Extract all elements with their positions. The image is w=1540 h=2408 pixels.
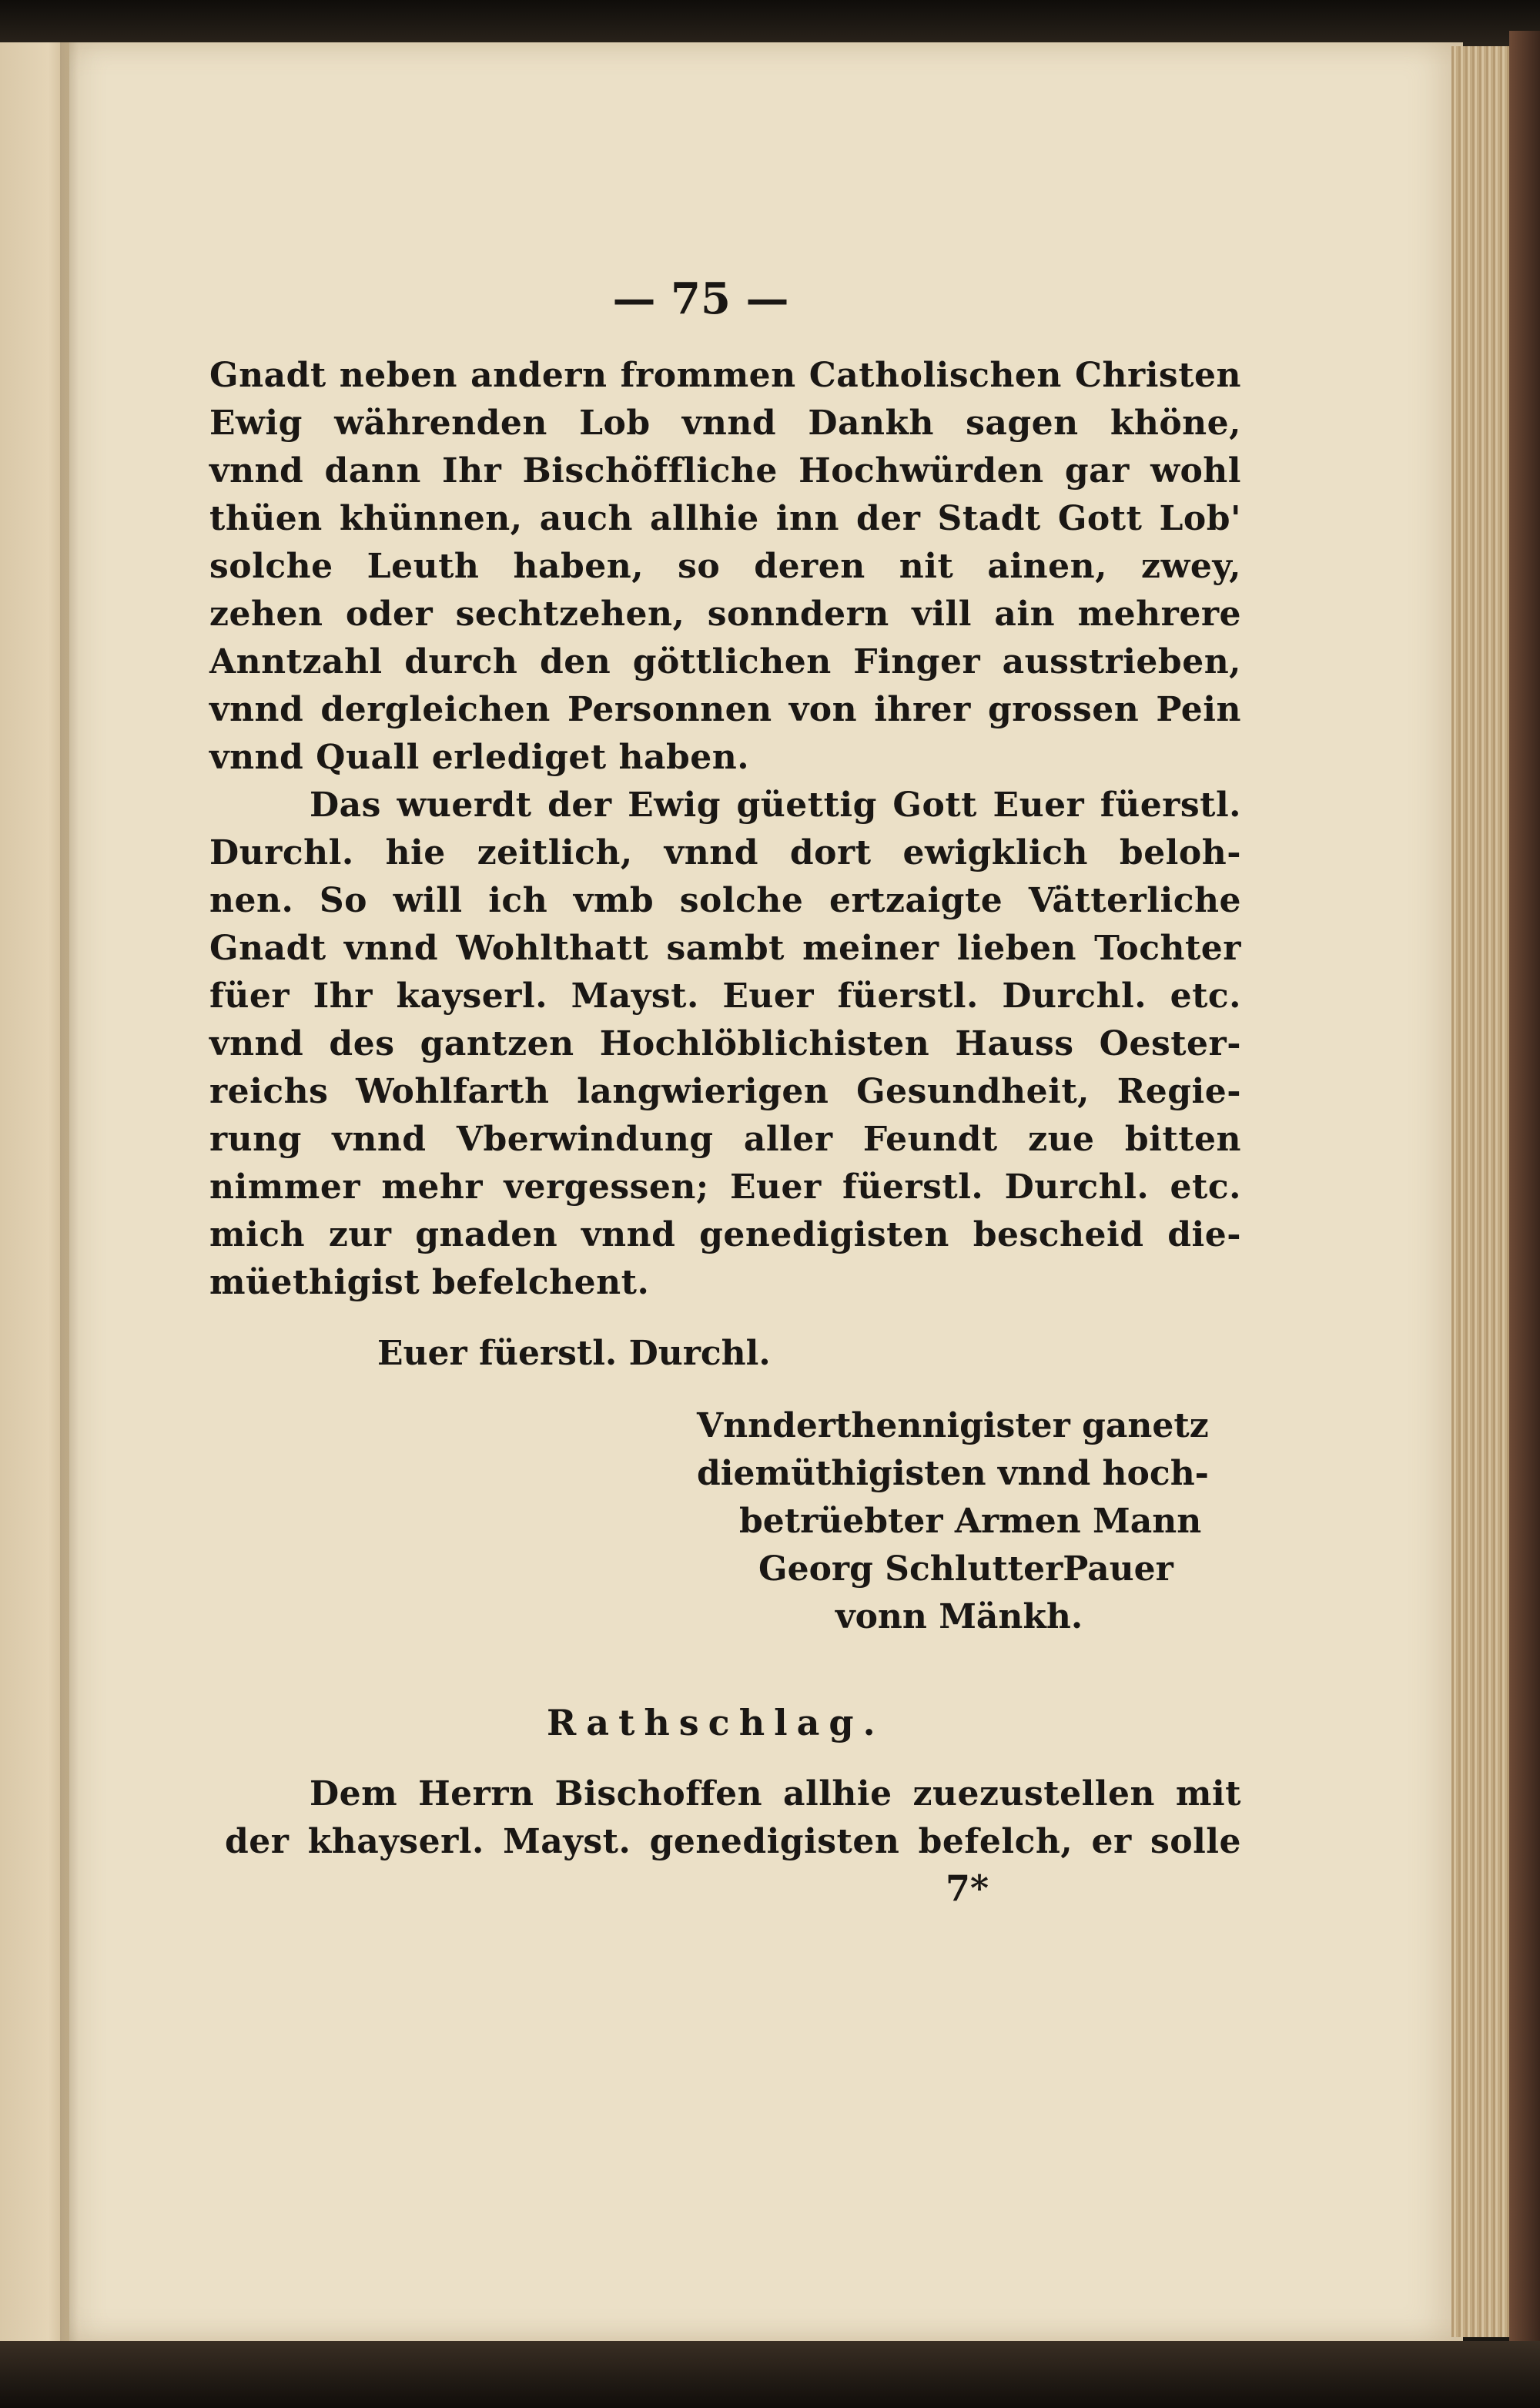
paragraph1-line: zehen oder sechtzehen, sonndern vill ain mehrere xyxy=(209,594,1241,634)
paragraph1-line: vnnd Quall erlediget haben. xyxy=(209,738,750,777)
paragraph3-line: Dem Herrn Bischoffen allhie zuezustellen mit xyxy=(310,1774,1241,1814)
paragraph2-line: rung vnnd Vberwindung aller Feundt zue bitten xyxy=(209,1120,1241,1159)
paragraph2-line: Gnadt vnnd Wohlthatt sambt meiner lieben Tochter xyxy=(209,929,1241,968)
signature-line: diemüthigisten vnnd hoch- xyxy=(697,1454,1209,1493)
page-stack-edge xyxy=(1451,46,1513,2337)
signature-line: vonn Mänkh. xyxy=(835,1597,1083,1636)
scan-border-top xyxy=(0,0,1540,46)
paragraph1-line: Anntzahl durch den göttlichen Finger ausstrieben, xyxy=(209,642,1241,682)
gutter-shadow xyxy=(60,42,79,2349)
signature-line: betrüebter Armen Mann xyxy=(739,1502,1202,1541)
paragraph1-line: vnnd dergleichen Personnen von ihrer grossen Pein xyxy=(209,690,1241,729)
paragraph1-line: vnnd dann Ihr Bischöffliche Hochwürden gar wohl xyxy=(209,451,1241,491)
paragraph2-line: mich zur gnaden vnnd genedigisten bescheid die- xyxy=(209,1215,1241,1254)
paragraph3-line: der khayserl. Mayst. genedigisten befelch, er solle xyxy=(225,1822,1241,1861)
paragraph1-line: Gnadt neben andern frommen Catholischen Christen xyxy=(209,356,1241,395)
paragraph2-line: Durchl. hie zeitlich, vnnd dort ewigklich beloh- xyxy=(209,833,1241,872)
paragraph1-line: thüen khünnen, auch allhie inn der Stadt Gott Lob' xyxy=(209,499,1241,538)
paragraph2-line: müethigist befelchent. xyxy=(209,1263,650,1302)
paragraph2-line: nimmer mehr vergessen; Euer füerstl. Durchl. etc. xyxy=(209,1167,1241,1207)
section-heading: Rathschlag. xyxy=(547,1702,885,1743)
paragraph2-line: reichs Wohlfarth langwierigen Gesundheit, Regie- xyxy=(209,1072,1241,1111)
page-header: — 75 — xyxy=(612,273,789,324)
paragraph2-line: nen. So will ich vmb solche ertzaigte Vätterliche xyxy=(209,881,1241,920)
signature-mark: 7* xyxy=(946,1867,989,1909)
signature-line: Vnnderthennigister ganetz xyxy=(697,1406,1209,1445)
signature-line: Georg SchlutterPauer xyxy=(758,1549,1173,1589)
facing-page-edge xyxy=(0,42,69,2349)
book-cover-edge xyxy=(1509,31,1540,2349)
paragraph2-line: vnnd des gantzen Hochlöblichisten Hauss Oester- xyxy=(209,1024,1241,1063)
paragraph2-line: Das wuerdt der Ewig güettig Gott Euer füerstl. xyxy=(310,785,1241,825)
paragraph2-line: füer Ihr kayserl. Mayst. Euer füerstl. Durchl. etc. xyxy=(209,976,1241,1016)
paragraph1-line: Ewig währenden Lob vnnd Dankh sagen khöne, xyxy=(209,404,1241,443)
scan-border-bottom xyxy=(0,2341,1540,2408)
paragraph1-line: solche Leuth haben, so deren nit ainen, zwey, xyxy=(209,547,1241,586)
closing-salutation: Euer füerstl. Durchl. xyxy=(377,1334,771,1373)
